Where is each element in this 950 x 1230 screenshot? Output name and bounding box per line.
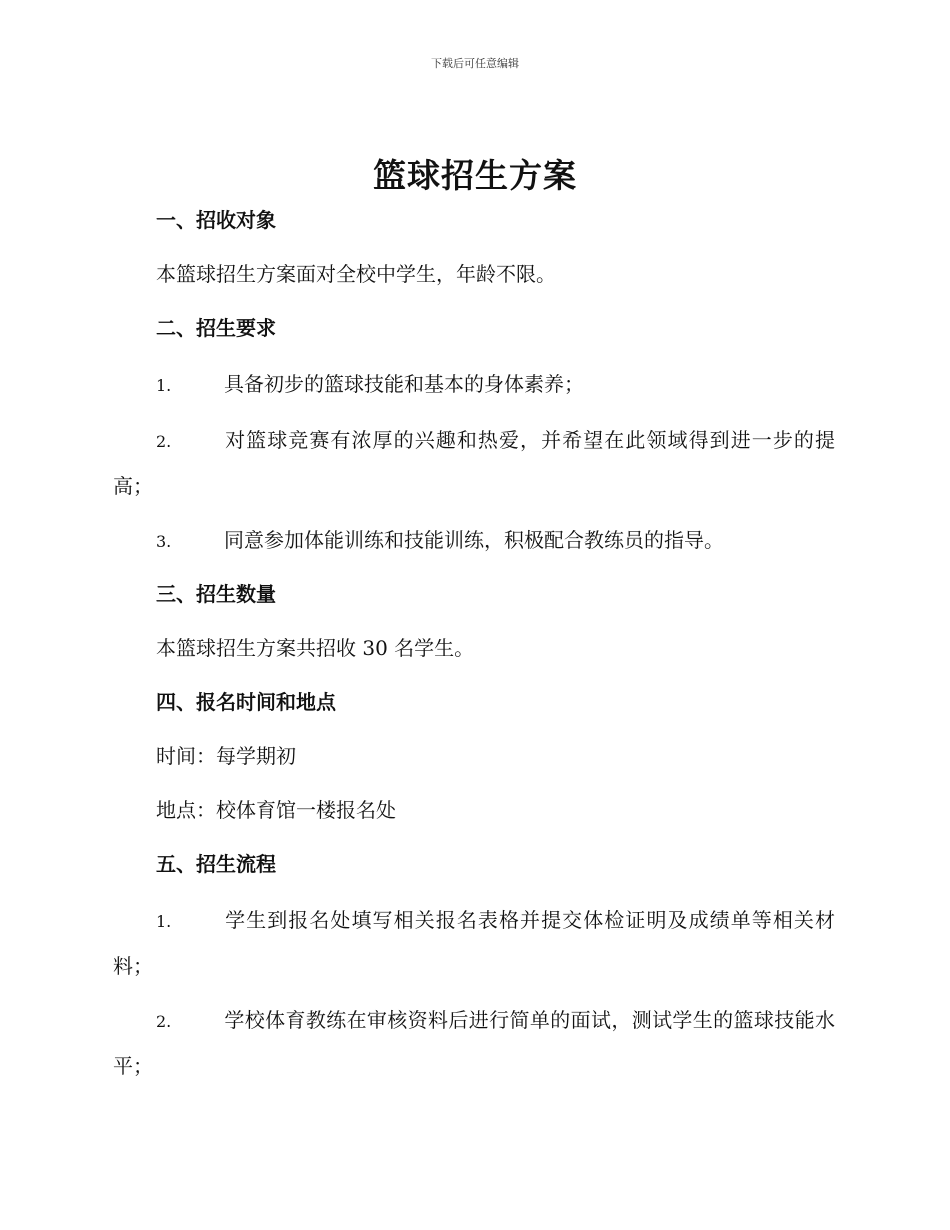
section-heading: 一、招收对象: [156, 208, 276, 232]
list-item: [113, 518, 835, 574]
section-heading: 五、招生流程: [156, 852, 276, 876]
list-item-text: 同意参加体能训练和技能训练，积极配合教练员的指导。: [224, 528, 724, 552]
list-item-number: 1.: [156, 376, 172, 395]
document-body: [113, 200, 835, 1098]
paragraph: 本篮球招生方案面对全校中学生，年龄不限。: [156, 262, 556, 286]
list-item-number: 3.: [156, 532, 172, 551]
section-heading: 二、招生要求: [156, 316, 276, 340]
paragraph: 本篮球招生方案共招收 30 名学生。: [156, 636, 475, 660]
list-item: [113, 362, 835, 418]
list-item: [113, 898, 835, 998]
document-title: 篮球招生方案: [373, 156, 577, 195]
section-heading: 三、招生数量: [156, 582, 276, 606]
page-header-note: 下载后可任意编辑: [431, 57, 519, 70]
list-item-text: 对篮球竞赛有浓厚的兴趣和热爱，并希望在此领域得到进一步的提高；: [113, 428, 835, 498]
list-item-number: 2.: [156, 432, 172, 451]
list-item-number: 2.: [156, 1012, 172, 1031]
list-item-text: 学生到报名处填写相关报名表格并提交体检证明及成绩单等相关材料；: [113, 908, 835, 978]
list-item-text: 学校体育教练在审核资料后进行简单的面试，测试学生的篮球技能水平；: [113, 1008, 835, 1078]
list-item-number: 1.: [156, 912, 172, 931]
paragraph: 地点：校体育馆一楼报名处: [156, 798, 396, 822]
list-item: [113, 418, 835, 518]
paragraph: 时间：每学期初: [156, 744, 296, 768]
list-item-text: 具备初步的篮球技能和基本的身体素养；: [224, 372, 584, 396]
list-item: [113, 998, 835, 1098]
section-heading: 四、报名时间和地点: [156, 690, 336, 714]
